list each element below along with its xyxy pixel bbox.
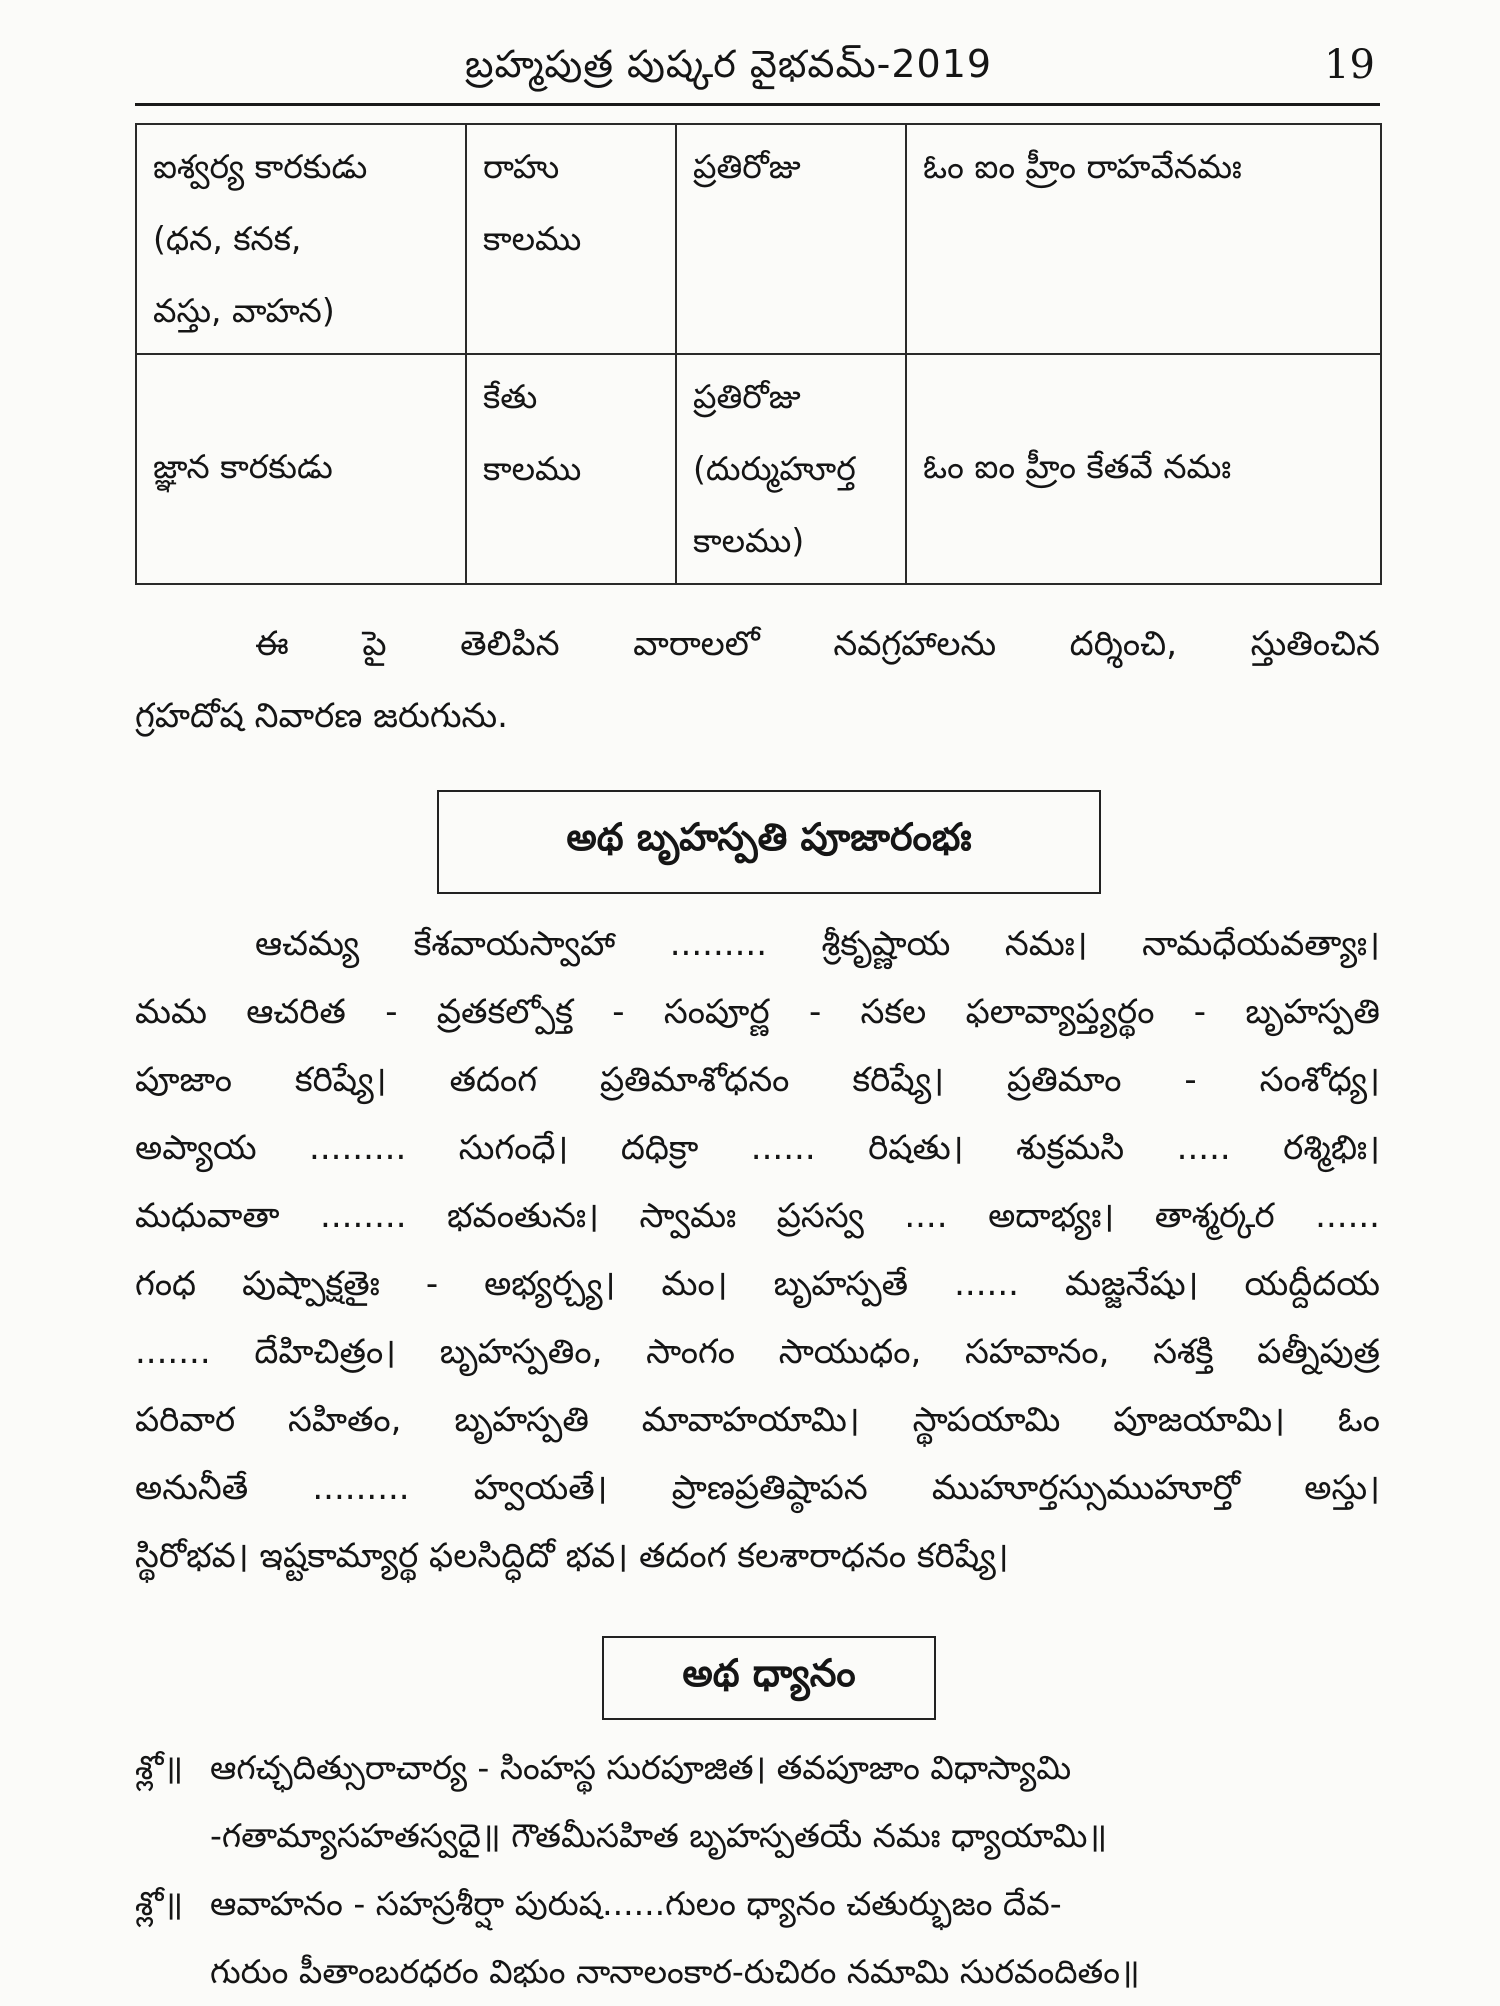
cell-text: ఓం ఐం హ్రీం కేతవే నమః [923,447,1232,486]
cell-text: (ధన, కనక, [153,219,302,258]
sloka-text: ఆవాహనం - సహస్రశీర్షా పురుష......గులం ధ్యానం చతుర్భుజం దేవ- [210,1884,1062,1923]
cell-text: కాలము) [693,521,805,560]
cell-text: (దుర్ముహూర్త [693,449,856,488]
paragraph-line: గ్రహదోష నివారణ జరుగును. [135,696,508,736]
paragraph-line: పూజాం కరిష్యే। తదంగ ప్రతిమాశోధనం కరిష్యే। ప్రతిమాం - సంశోధ్య। [135,1060,1380,1100]
sloka-text: ఆగచ్ఛదిత్సురాచార్య - సింహస్థ సురపూజిత। తవపూజాం విధాస్యామి [210,1748,1072,1787]
paragraph-line: ....... దేహిచిత్రం। బృహస్పతిం, సాంగం సాయుధం, సహవానం, సశక్తి పత్నీపుత్ర [135,1332,1380,1372]
section-heading-dhyanam: అథ ధ్యానం [602,1636,936,1720]
paragraph-line: మధువాతా ........ భవంతునః। స్వామః ప్రసస్వ .... అదాభ్యః। తాశ్మర్కర ...... [135,1196,1380,1236]
cell-text: కేతు [483,377,538,416]
paragraph-line: ఆచమ్య కేశవాయస్వాహా ......... శ్రీకృష్ణాయ నమః। నామధేయవత్యాః। [255,924,1380,964]
table-cell [906,124,1381,354]
paragraph-line: గంధ పుష్పాక్షతైః - అభ్యర్చ్య। మం। బృహస్పతే ...... మజ్జనేషు। యద్దీదయ [135,1264,1380,1304]
table-cell [676,354,906,584]
cell-text: రాహు [483,147,560,186]
sloka-line [135,1734,1380,1802]
table-cell [906,354,1381,584]
sloka-line: గురుం పీతాంబరధరం విభుం నానాలంకార-రుచిరం నమామి సురవందితం॥ [210,1952,1140,1991]
table-cell [466,124,676,354]
cell-text: వస్తు, వాహన) [153,291,335,330]
sloka-line [135,1870,1380,1938]
section-heading-puja: అథ బృహస్పతి పూజారంభః [437,790,1101,894]
table-row [136,354,1381,584]
header-rule [135,103,1380,106]
cell-text: కాలము [483,219,582,258]
cell-text: ఓం ఐం హ్రీం రాహవేనమః [923,147,1242,186]
sloka-mark: శ్లో॥ [135,1748,184,1787]
paragraph-line: పరివార సహితం, బృహస్పతి మావాహయామి। స్థాపయామి పూజయామి। ఓం [135,1400,1380,1440]
paragraph-line: అప్యాయ ......... సుగంధే। దధిక్రా ...... రిషతు। శుక్రమసి ..... రశ్మిభిః। [135,1128,1380,1168]
puja-paragraph [135,910,1380,1590]
cell-text: ఐశ్వర్య కారకుడు [153,147,368,186]
intro-paragraph [135,608,1380,752]
page-number: 19 [1324,42,1375,88]
table-row [136,124,1381,354]
page-header [135,38,1375,98]
paragraph-line: మమ ఆచరిత - వ్రతకల్పోక్త - సంపూర్ణ - సకల ఫలావ్యాప్త్యర్థం - బృహస్పతి [135,992,1380,1032]
running-title: బ్రహ్మపుత్ర పుష్కర వైభవమ్-2019 [465,42,993,86]
sloka-line: -గతామ్యాసహతస్వదై॥ గౌతమీసహిత బృహస్పతయే నమః ధ్యాయామి॥ [210,1816,1108,1855]
table-cell [676,124,906,354]
cell-text: ప్రతిరోజు [693,147,801,186]
paragraph-line: అనునీతే ......... హ్వయతే। ప్రాణప్రతిష్ఠాపన ముహూర్తస్సుముహూర్తో అస్తు। [135,1468,1380,1508]
sloka-mark: శ్లో॥ [135,1884,184,1923]
table-cell [136,124,466,354]
table-cell [466,354,676,584]
paragraph-line: స్థిరోభవ। ఇష్టకామ్యార్థ ఫలసిద్ధిదో భవ। తదంగ కలశారాధనం కరిష్యే। [135,1536,1009,1576]
sloka-block [135,1734,1380,2006]
cell-text: జ్ఞాన కారకుడు [153,447,333,486]
cell-text: కాలము [483,449,582,488]
paragraph-line: ఈ పై తెలిపిన వారాలలో నవగ్రహాలను దర్శించి, స్తుతించిన [255,624,1380,664]
cell-text: ప్రతిరోజు [693,377,801,416]
table-cell [136,354,466,584]
graha-table [135,123,1382,585]
